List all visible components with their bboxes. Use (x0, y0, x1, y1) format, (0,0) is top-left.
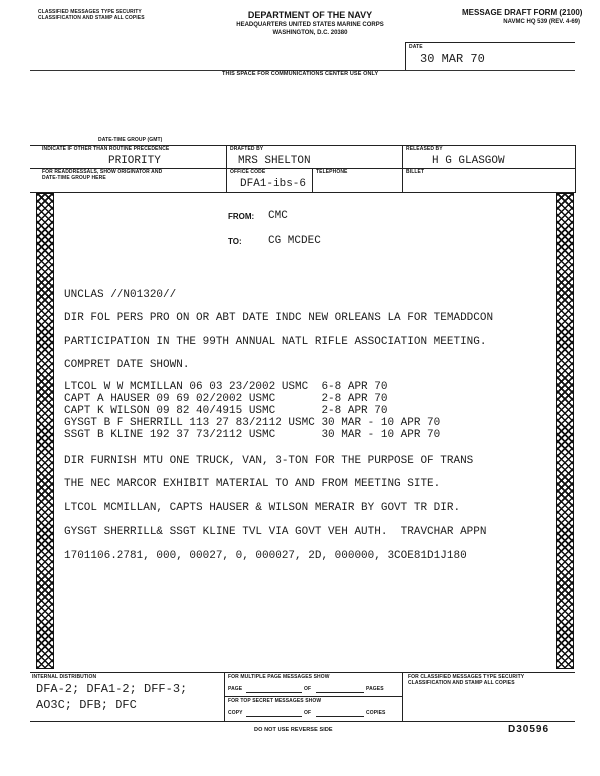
to-label: TO: (228, 237, 242, 246)
organization-header (215, 10, 405, 37)
dtg-label: DATE-TIME GROUP (GMT) (98, 137, 163, 143)
serial-number: D30596 (508, 724, 550, 735)
personnel-entry: CAPT K WILSON 09 82 40/4915 USMC 2-8 APR 70 (64, 405, 388, 417)
telephone-label: TELEPHONE (316, 169, 348, 175)
office-code-value: DFA1-ibs-6 (240, 178, 307, 190)
org-department: DEPARTMENT OF THE NAVY (247, 10, 373, 20)
copies-label: COPIES (366, 710, 386, 716)
form-title: MESSAGE DRAFT FORM (2100) (462, 8, 583, 17)
message-line: 1701106.2781, 000, 00027, 0, 000027, 2D, 000000, 3COE81D1J180 (64, 550, 467, 562)
page-of-label: OF (304, 686, 312, 692)
precedence-value: PRIORITY (108, 155, 161, 167)
pages-label: PAGES (366, 686, 384, 692)
left-security-border (36, 193, 54, 669)
billet-label: BILLET (406, 169, 425, 175)
drafted-by-value: MRS SHELTON (238, 155, 311, 167)
internal-distribution-label: INTERNAL DISTRIBUTION (32, 674, 97, 680)
form-number: NAVMC HQ 539 (REV. 4-69) (503, 19, 580, 25)
classified-footer-line-2: CLASSIFICATION AND STAMP ALL COPIES (408, 680, 515, 686)
date-value: 30 MAR 70 (420, 52, 485, 66)
multiple-page-label: FOR MULTIPLE PAGE MESSAGES SHOW (228, 674, 330, 680)
classified-footer-line-1: FOR CLASSIFIED MESSAGES TYPE SECURITY (408, 674, 525, 680)
from-value: CMC (268, 210, 288, 222)
org-headquarters: HEADQUARTERS UNITED STATES MARINE CORPS (236, 22, 384, 28)
personnel-entry: LTCOL W W MCMILLAN 06 03 23/2002 USMC 6-8 APR 70 (64, 381, 388, 393)
precedence-label: INDICATE IF OTHER THAN ROUTINE PRECEDENCE (42, 146, 170, 152)
message-line: PARTICIPATION IN THE 99TH ANNUAL NATL RIFLE ASSOCIATION MEETING. (64, 336, 487, 348)
message-line: UNCLAS //N01320// (64, 289, 177, 301)
classified-note-line-1: CLASSIFIED MESSAGES TYPE SECURITY (38, 9, 142, 15)
drafted-by-label: DRAFTED BY (230, 146, 264, 152)
released-by-label: RELEASED BY (406, 146, 443, 152)
page-label: PAGE (228, 686, 243, 692)
message-line: LTCOL MCMILLAN, CAPTS HAUSER & WILSON MERAIR BY GOVT TR DIR. (64, 502, 461, 514)
to-value: CG MCDEC (268, 235, 321, 247)
message-line: GYSGT SHERRILL& SSGT KLINE TVL VIA GOVT VEH AUTH. TRAVCHAR APPN (64, 526, 487, 538)
personnel-entry: GYSGT B F SHERRILL 113 27 83/2112 USMC 30 MAR - 10 APR 70 (64, 417, 441, 429)
form-identifier (462, 8, 583, 26)
readdressals-label-line-1: FOR READDRESSALS, SHOW ORIGINATOR AND (42, 169, 163, 175)
office-code-label: OFFICE CODE (230, 169, 266, 175)
personnel-entry: SSGT B KLINE 192 37 73/2112 USMC 30 MAR - 10 APR 70 (64, 429, 441, 441)
readdressals-label-line-2: DATE-TIME GROUP HERE (42, 175, 106, 181)
readdressals-label (42, 169, 162, 181)
reverse-side-note: DO NOT USE REVERSE SIDE (254, 727, 333, 733)
copy-label: COPY (228, 710, 243, 716)
comm-center-note: THIS SPACE FOR COMMUNICATIONS CENTER USE ONLY (222, 71, 379, 77)
from-label: FROM: (228, 212, 255, 221)
classified-note-bottom (408, 674, 524, 686)
message-line: COMPRET DATE SHOWN. (64, 359, 190, 371)
date-label: DATE (409, 44, 423, 50)
classified-note-line-2: CLASSIFICATION AND STAMP ALL COPIES (38, 15, 145, 21)
right-security-border (556, 193, 574, 669)
released-by-value: H G GLASGOW (432, 155, 505, 167)
org-address: WASHINGTON, D.C. 20380 (272, 30, 348, 36)
copy-of-label: OF (304, 710, 312, 716)
distribution-line-2: AO3C; DFB; DFC (36, 698, 137, 712)
distribution-line-1: DFA-2; DFA1-2; DFF-3; (36, 682, 188, 696)
personnel-entry: CAPT A HAUSER 09 69 02/2002 USMC 2-8 APR 70 (64, 393, 388, 405)
message-line: DIR FURNISH MTU ONE TRUCK, VAN, 3-TON FOR THE PURPOSE OF TRANS (64, 455, 474, 467)
message-line: DIR FOL PERS PRO ON OR ABT DATE INDC NEW ORLEANS LA FOR TEMADDCON (64, 312, 494, 324)
classified-note-top (38, 9, 145, 21)
message-line: THE NEC MARCOR EXHIBIT MATERIAL TO AND FROM MEETING SITE. (64, 478, 441, 490)
top-secret-label: FOR TOP SECRET MESSAGES SHOW (228, 698, 322, 704)
